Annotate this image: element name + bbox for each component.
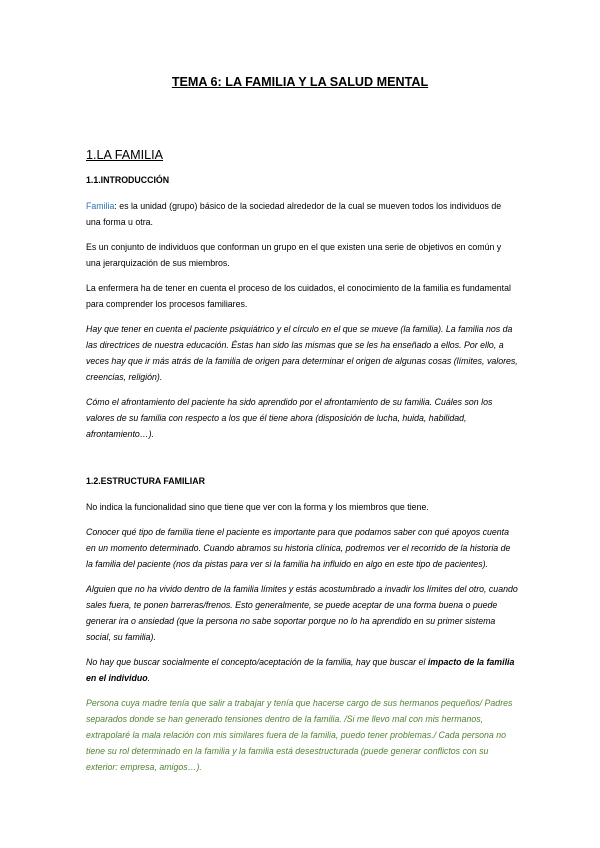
term-familia: Familia (86, 201, 115, 211)
paragraph-definicion-familia (86, 198, 518, 230)
paragraph-funcionalidad: No indica la funcionalidad sino que tiene que ver con la forma y los miembros que tiene. (86, 502, 429, 512)
document-body (86, 148, 518, 784)
paragraph-tipo-familia: Conocer qué tipo de familia tiene el paciente es importante para que podamos saber con qué apoyos cuenta en un momento determinado. Cuando abramos su historia clínica, podremos ver el recorrido de la historia de la familia del paciente (nos da pistas para ver si la familia ha influido en algo en este tipo de pacientes). (86, 527, 511, 569)
paragraph-impacto (86, 654, 518, 686)
paragraph-conjunto-individuos: Es un conjunto de individuos que conforman un grupo en el que existen una serie de objetivos en común y una jerarquización de sus miembros. (86, 242, 502, 268)
impacto-end: . (147, 673, 151, 683)
definition-text: : es la unidad (grupo) básico de la sociedad alrededor de la cual se mueven todos los individuos de una forma u otra. (86, 201, 502, 227)
paragraph-limites: Alguien que no ha vivido dentro de la familia límites y estás acostumbrado a invadir los límites del otro, cuando sales fuera, te ponen barreras/frenos. Esto generalmente, se puede aceptar de una forma buena o puede generar ira o ansiedad (que la persona no sabe soportar porque no lo ha aprendido en su primer sistema social, su familia). (86, 584, 518, 642)
paragraph-enfermera: La enfermera ha de tener en cuenta el proceso de los cuidados, el conocimiento de la familia es fundamental para comprender los procesos familiares. (86, 283, 511, 309)
paragraph-paciente-psiquiatrico: Hay que tener en cuenta el paciente psiquiátrico y el círculo en el que se mueve (la familia). La familia nos da las directrices de nuestra educación. Éstas han sido las mismas que se les ha enseñado a ellos. Por ello, a veces hay que ir más atrás de la familia de origen para determinar el origen de algunas cosas (límites, valores, creencias, religión). (86, 324, 518, 382)
section-heading-la-familia: 1.LA FAMILIA (86, 148, 164, 162)
paragraph-ejemplos: Persona cuya madre tenía que salir a trabajar y tenía que hacerse cargo de sus hermanos pequeños/ Padres separados donde se han generado tensiones dentro de la familia. /Si me llevo mal con mis hermanos, extrapolaré la mala relación con mis similares fuera de la familia, puedo tener problemas./ Cada persona no tiene su rol determinado en la familia y la familia está desestructurada (puede generar conflictos con su exterior: empresa, amigos…). (86, 698, 513, 772)
paragraph-afrontamiento: Cómo el afrontamiento del paciente ha sido aprendido por el afrontamiento de su familia. Cuáles son los valores de su familia con respecto a los que él tiene ahora (disposición de lucha, huida, habilidad, afrontamiento…). (86, 397, 493, 439)
subsection-heading-introduccion: 1.1.INTRODUCCIÓN (86, 175, 170, 185)
subsection-heading-estructura-familiar: 1.2.ESTRUCTURA FAMILIAR (86, 476, 205, 486)
impacto-bold: impacto de la familia en el individuo (86, 657, 515, 683)
page-title: TEMA 6: LA FAMILIA Y LA SALUD MENTAL (171, 75, 429, 89)
impacto-text: No hay que buscar socialmente el concepto/aceptación de la familia, hay que buscar el (86, 657, 428, 667)
